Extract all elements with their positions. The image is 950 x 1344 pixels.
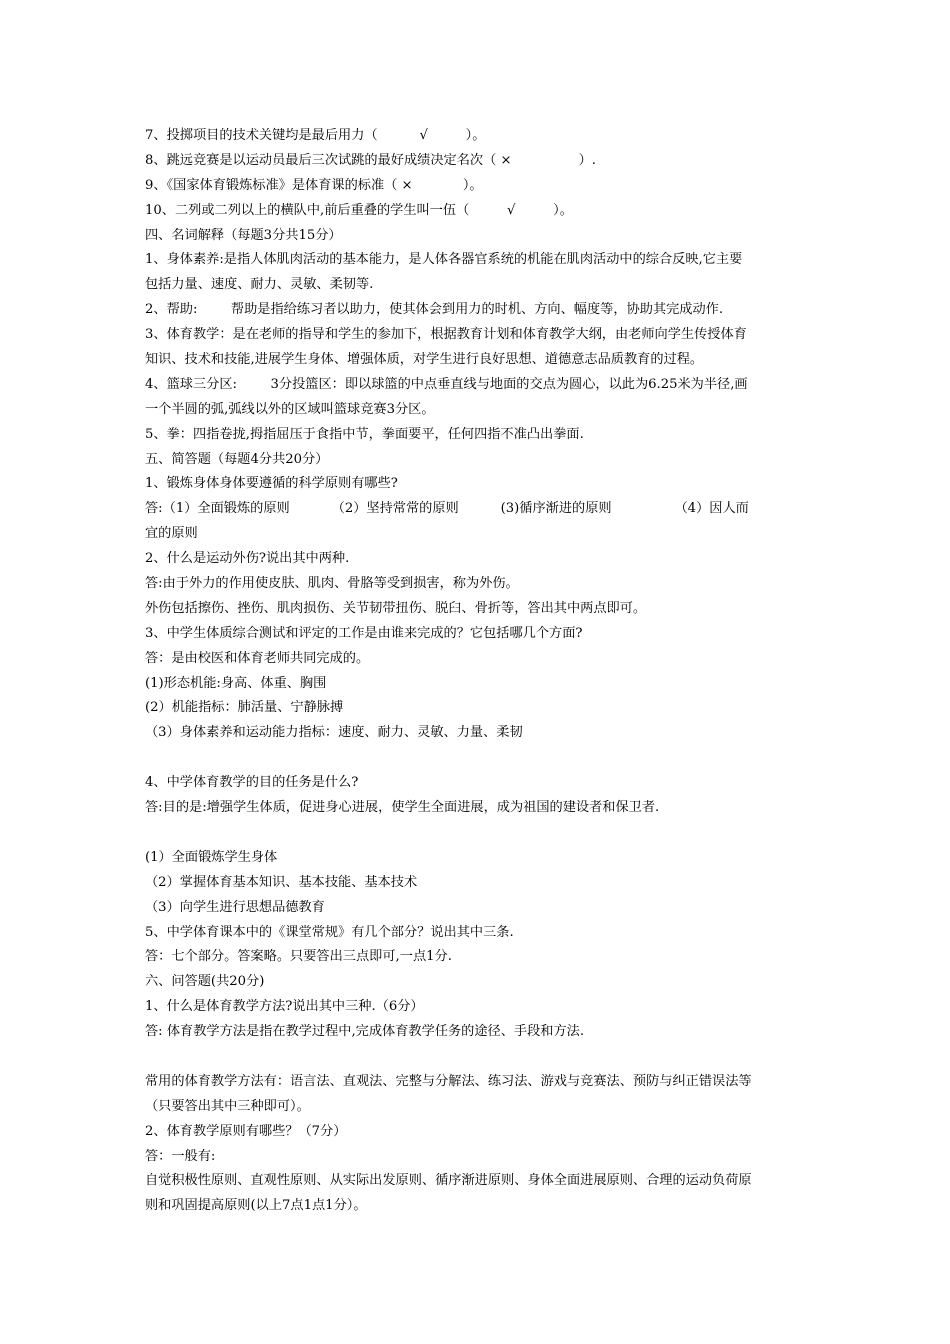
document-page [145, 124, 810, 1219]
section-heading: 五、简答题（每题4分共20分） [145, 451, 329, 467]
text-line: 5、拳：四指卷拢,拇指屈压于食指中节，拳面要平，任何四指不准凸出拳面. [145, 426, 584, 442]
text-line: 4、篮球三分区: 3分投篮区：即以球篮的中点垂直线与地面的交点为圆心，以此为6.25米为半径,画 [145, 376, 748, 392]
question-line: 5、中学体育课本中的《课堂常规》有几个部分？说出其中三条. [145, 924, 514, 940]
text-line: 2、帮助: 帮助是指给练习者以助力，使其体会到用力的时机、方向、幅度等，协助其完成动作. [145, 302, 724, 318]
answer-line: 答:目的是:增强学生体质，促进身心进展，使学生全面进展，成为祖国的建设者和保卫者. [145, 800, 660, 816]
answer-line: （2）掌握体育基本知识、基本技能、基本技术 [145, 874, 418, 890]
answer-line: 常用的体育教学方法有：语言法、直观法、完整与分解法、练习法、游戏与竞赛法、预防与纠正错误法等 [145, 1073, 752, 1089]
text-line: 10、二列或二列以上的横队中,前后重叠的学生叫一伍（ √ ）。 [145, 202, 573, 218]
text-line: 一个半圆的弧,弧线以外的区域叫篮球竞赛3分区。 [145, 401, 435, 417]
answer-line: （只要答出其中三种即可）。 [145, 1098, 310, 1114]
text-line: 9、《国家体育锻炼标准》是体育课的标准（ × ）。 [145, 177, 483, 193]
question-line: 3、中学生体质综合测试和评定的工作是由谁来完成的？它包括哪几个方面? [145, 625, 583, 641]
text-line: 3、体育教学：是在老师的指导和学生的参加下，根据教育计划和体育教学大纲，由老师向学生传授体育 [145, 327, 747, 343]
text-line: 7、投掷项目的技术关键均是最后用力（ √ ）。 [145, 128, 486, 143]
answer-line: 答:由于外力的作用使皮肤、肌肉、骨胳等受到损害，称为外伤。 [145, 576, 519, 592]
answer-line: 自觉积极性原则、直观性原则、从实际出发原则、循序渐进原则、身体全面进展原则、合理的运动负荷原 [145, 1173, 752, 1189]
question-line: 2、体育教学原则有哪些？（7分） [145, 1123, 347, 1139]
answer-line: 宜的原则 [145, 526, 198, 542]
blank-line [145, 1045, 810, 1070]
answer-line: （3）向学生进行思想品德教育 [145, 899, 325, 915]
text-line: 知识、技术和技能,进展学生身体、增强体质，对学生进行良好思想、道德意志品质教育的过程。 [145, 352, 704, 368]
answer-line: (1)形态机能:身高、体重、胸围 [145, 675, 327, 691]
question-line: 1、锻炼身体身体要遵循的科学原则有哪些? [145, 476, 398, 492]
text-line: 包括力量、速度、耐力、灵敏、柔韧等. [145, 277, 374, 293]
question-line: 2、什么是运动外伤?说出其中两种. [145, 551, 350, 567]
answer-line: 答：七个部分。答案略。只要答出三点即可,一点1分. [145, 949, 452, 965]
question-line: 1、什么是体育教学方法?说出其中三种.（6分） [145, 999, 424, 1015]
text-line: 1、身体素养:是指人体肌肉活动的基本能力，是人体各器官系统的机能在肌肉活动中的综合反映,它主要 [145, 252, 743, 268]
answer-line: 外伤包括擦伤、挫伤、肌肉损伤、关节韧带扭伤、脱臼、骨折等，答出其中两点即可。 [145, 600, 647, 616]
answer-line: 答：一般有: [145, 1148, 216, 1164]
section-heading: 六、问答题(共20分) [145, 974, 265, 990]
blank-line [145, 821, 810, 846]
answer-line: 答:（1）全面锻炼的原则 （2）坚持常常的原则 (3)循序渐进的原则 （4）因人而 [145, 501, 749, 517]
answer-line: 答: 体育教学方法是指在教学过程中,完成体育教学任务的途径、手段和方法. [145, 1024, 585, 1040]
answer-line: (1）全面锻炼学生身体 [145, 849, 278, 865]
question-line: 4、中学体育教学的目的任务是什么? [145, 775, 359, 791]
answer-line: 答：是由校医和体育老师共同完成的。 [145, 650, 370, 666]
answer-line: （3）身体素养和运动能力指标：速度、耐力、灵敏、力量、柔韧 [145, 725, 523, 741]
section-heading: 四、名词解释（每题3分共15分） [145, 227, 342, 243]
blank-line [145, 746, 810, 771]
answer-line: (2）机能指标：肺活量、宁静脉搏 [145, 700, 344, 716]
text-line: 8、跳远竞赛是以运动员最后三次试跳的最好成绩决定名次（ × ）. [145, 152, 596, 168]
answer-line: 则和巩固提高原则(以上7点1点1分）。 [145, 1198, 367, 1214]
